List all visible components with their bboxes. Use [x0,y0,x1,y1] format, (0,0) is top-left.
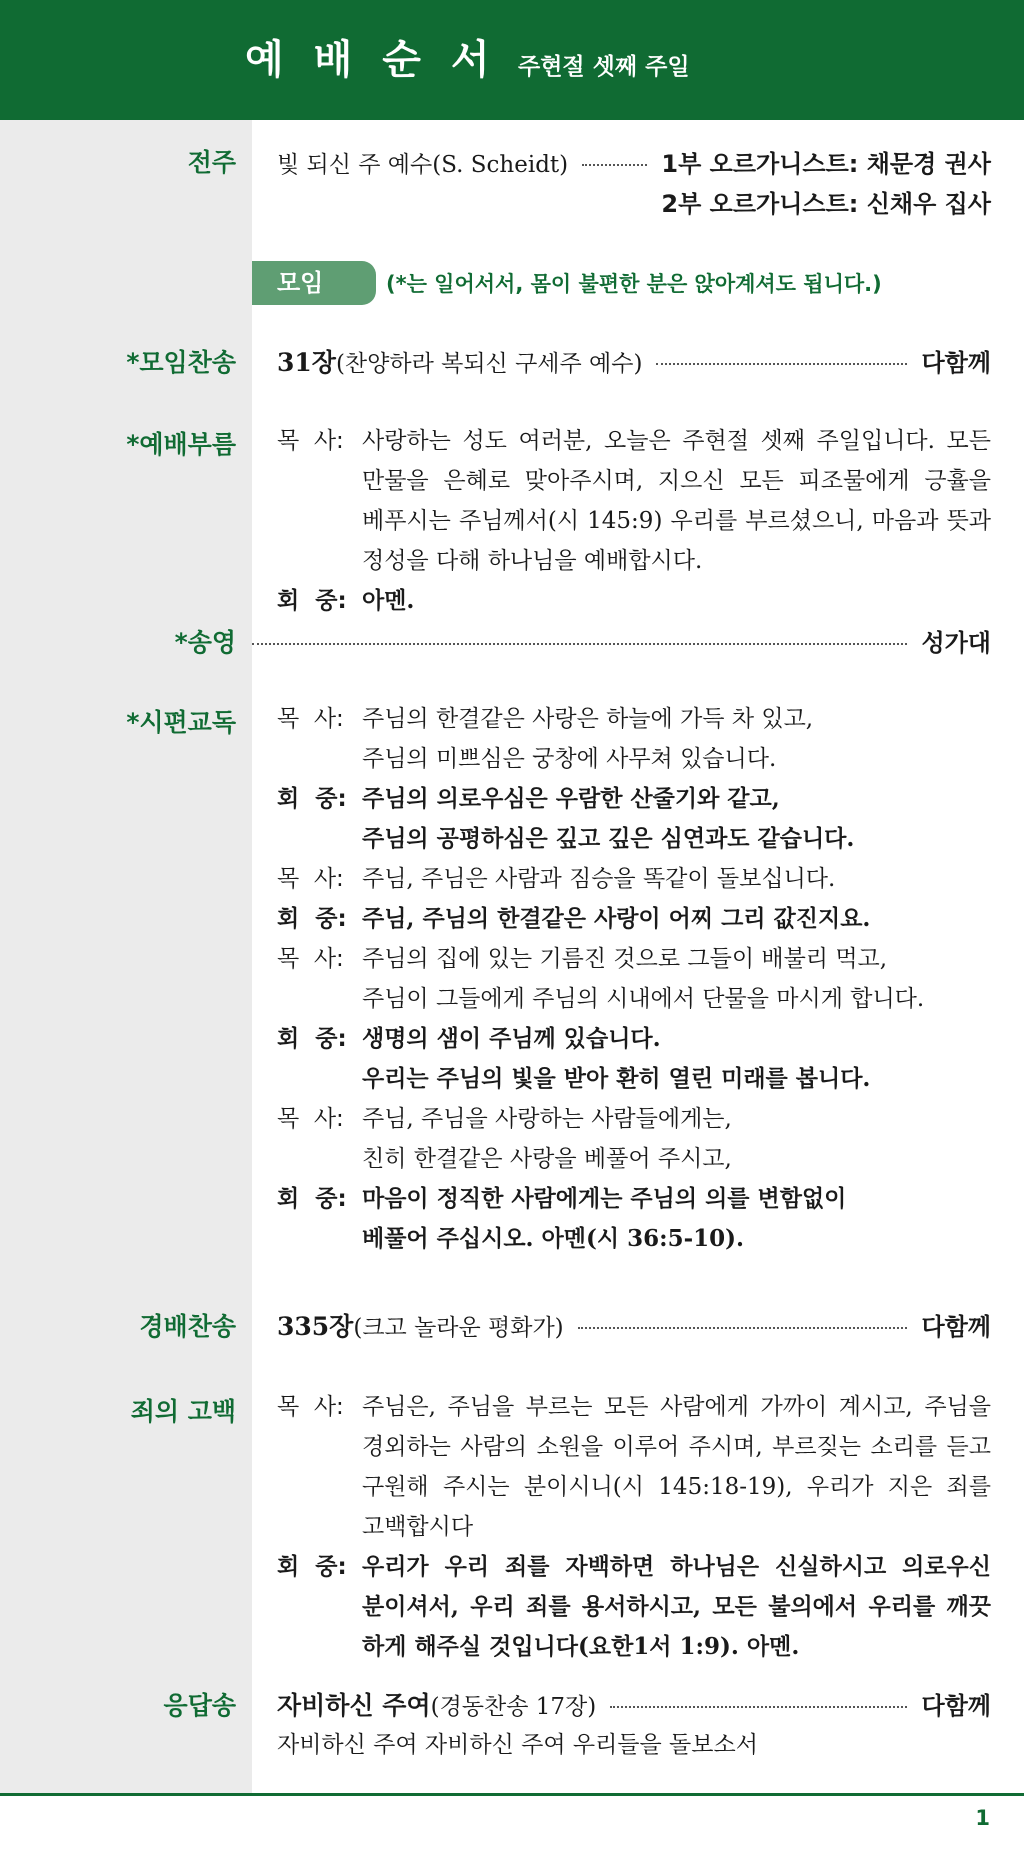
psalm-line: 목 사: 주님의 집에 있는 기름진 것으로 그들이 배불리 먹고, [277,946,888,972]
psalm-line: 목 사: 주님, 주님을 사랑하는 사람들에게는, [277,1106,732,1132]
call-line-2: 만물을 은혜로 맞아주시며, 지으신 모든 피조물에게 긍휼을 [362,468,991,494]
page-title: 예배순서 [245,37,520,83]
psalm-line: 회 중: 주님의 의로우심은 우람한 산줄기와 같고, [277,785,780,812]
confession-line: 회 중: 우리가 우리 죄를 자백하면 하나님은 신실하시고 의로우신 [277,1553,991,1580]
doxology-label: *송영 [174,628,236,657]
call-to-worship-block [277,422,991,622]
confession-label: 죄의 고백 [130,1397,236,1426]
gathering-tag: 모임 [252,261,376,305]
dotted-leader [656,363,907,365]
confession-line: 목 사: 주님은, 주님을 부르는 모든 사람에게 가까이 계시고, 주님을 [277,1394,991,1420]
confession-line: 분이셔서, 우리 죄를 용서하시고, 모든 불의에서 우리를 깨끗 [362,1593,991,1620]
confession-block [277,1388,991,1668]
opening-hymn-number: 31장 [277,348,336,377]
psalm-line: 우리는 주님의 빛을 받아 환히 열린 미래를 봅니다. [362,1065,871,1092]
psalm-line: 회 중: 마음이 정직한 사람에게는 주님의 의를 변함없이 [277,1185,847,1212]
psalm-line: 회 중: 생명의 샘이 주님께 있습니다. [277,1025,661,1052]
response-by: 다함께 [921,1692,991,1720]
worship-hymn-label: 경배찬송 [139,1312,236,1341]
header-bar [0,0,1024,120]
confession-line: 경외하는 사람의 소원을 이루어 주시며, 부르짖는 소리를 듣고 [362,1434,991,1460]
organist-1: 1부 오르가니스트: 채문경 권사 [661,150,991,178]
organist-2: 2부 오르가니스트: 신채우 집사 [661,190,991,218]
response-label: 응답송 [163,1691,236,1720]
call-line-4: 정성을 다해 하나님을 예배합시다. [362,548,703,574]
doxology-row [252,623,991,658]
call-line-1: 목 사: 사랑하는 성도 여러분, 오늘은 주현절 셋째 주일입니다. 모든 [277,428,991,454]
doxology-by: 성가대 [921,629,991,657]
response-row [277,1686,991,1722]
prelude-row [277,144,991,179]
call-line-5: 회 중: 아멘. [277,587,415,614]
psalm-reading-block [277,700,991,1260]
psalm-line: 주님이 그들에게 주님의 시내에서 단물을 마시게 합니다. [362,986,925,1012]
gathering-note: (*는 일어서서, 몸이 불편한 분은 앉아계셔도 됩니다.) [386,272,882,296]
prelude-label: 전주 [187,148,236,177]
footer-divider [0,1793,1024,1796]
prelude-text: 빛 되신 주 예수(S. Scheidt) [277,152,569,178]
opening-hymn-by: 다함께 [921,349,991,377]
psalm-line: 주님의 공평하심은 깊고 깊은 심연과도 같습니다. [362,825,855,852]
confession-line: 하게 해주실 것입니다(요한1서 1:9). 아멘. [362,1633,800,1660]
dotted-leader [610,1706,907,1708]
call-to-worship-label: *예배부름 [126,430,236,459]
confession-line: 구원해 주시는 분이시니(시 145:18-19), 우리가 지은 죄를 [362,1474,991,1500]
call-line-3: 베푸시는 주님께서(시 145:9) 우리를 부르셨으니, 마음과 뜻과 [362,508,991,534]
worship-hymn-title: (크고 놀라운 평화가) [353,1315,564,1341]
worship-hymn-by: 다함께 [921,1313,991,1341]
opening-hymn-row [277,343,991,379]
psalm-line: 주님의 미쁘심은 궁창에 사무쳐 있습니다. [362,746,777,772]
psalm-line: 친히 한결같은 사랑을 베풀어 주시고, [362,1146,732,1172]
response-lyrics [277,1726,991,1759]
psalm-line: 목 사: 주님, 주님은 사람과 짐승을 똑같이 돌보십니다. [277,866,836,892]
dotted-leader [252,643,907,645]
response-title: (경동찬송 17장) [430,1694,597,1720]
confession-line: 고백합시다 [362,1514,474,1540]
page-subtitle: 주현절 셋째 주일 [518,54,690,80]
psalm-reading-label: *시편교독 [126,708,236,737]
psalm-line: 회 중: 주님, 주님의 한결같은 사랑이 어찌 그리 값진지요. [277,905,871,932]
worship-hymn-row [277,1307,991,1343]
psalm-line: 베풀어 주십시오. 아멘(시 36:5-10). [362,1225,745,1252]
dotted-leader [578,1327,908,1329]
psalm-line: 목 사: 주님의 한결같은 사랑은 하늘에 가득 차 있고, [277,706,814,732]
dotted-leader [582,164,647,166]
worship-hymn-number: 335장 [277,1312,354,1341]
opening-hymn-title: (찬양하라 복되신 구세주 예수) [335,351,643,377]
page-number: 1 [975,1806,990,1830]
response-lyrics-text: 자비하신 주여 자비하신 주여 우리들을 돌보소서 [277,1732,758,1758]
opening-hymn-label: *모임찬송 [126,348,236,377]
response-title-bold: 자비하신 주여 [277,1691,431,1720]
